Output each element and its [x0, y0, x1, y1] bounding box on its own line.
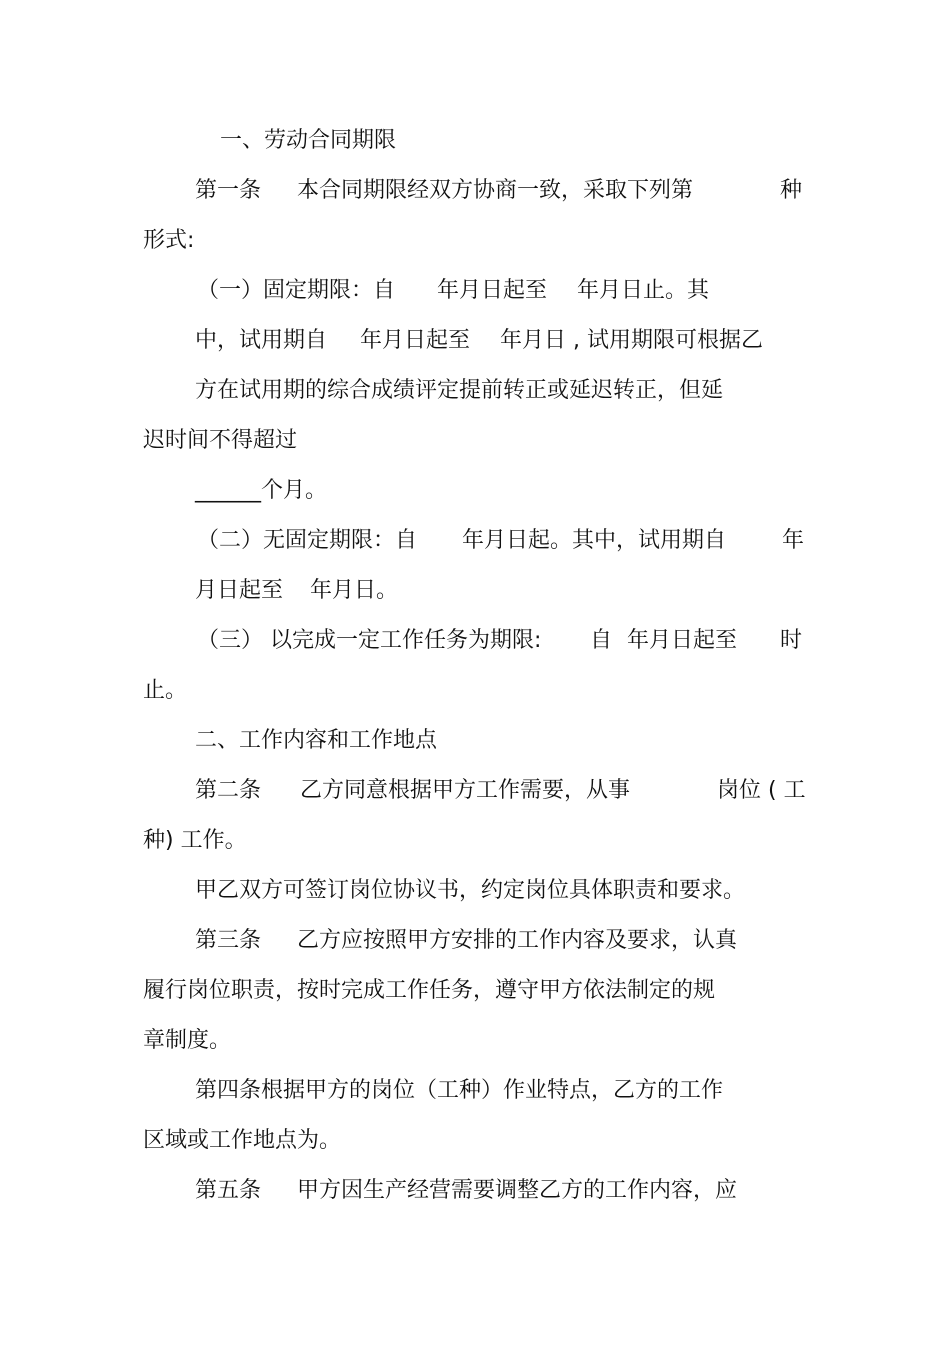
open-term-from: 年月日起。其中，试用期自	[462, 528, 727, 553]
task-term-from: 自	[590, 628, 613, 653]
fixed-term-from: 年月日起至	[437, 278, 548, 303]
task-term-date: 年月日起至	[627, 628, 738, 653]
article-1-text: 本合同期限经双方协商一致，采取下列第	[297, 178, 694, 203]
article-2-position: 岗位 ( 工	[717, 778, 806, 803]
article-3-text-line3: 章制度。	[143, 1028, 232, 1053]
probation-text-line2: 方在试用期的综合成绩评定提前转正或延迟转正，但延	[195, 378, 724, 403]
fixed-term-label: （一）固定期限：自	[197, 278, 396, 303]
article-3-text-line2: 履行岗位职责，按时完成工作任务，遵守甲方依法制定的规	[143, 978, 716, 1003]
section-heading-term: 一、劳动合同期限	[220, 128, 397, 153]
task-term-label: （三） 以完成一定工作任务为期限:	[197, 628, 542, 653]
task-term-time: 时	[780, 628, 803, 653]
task-term-end: 止。	[143, 678, 188, 703]
section-heading-work: 二、工作内容和工作地点	[195, 728, 438, 753]
article-4-text: 第四条根据甲方的岗位（工种）作业特点，乙方的工作	[195, 1078, 724, 1103]
article-2-text-cont: 种) 工作。	[143, 828, 247, 853]
article-2-text: 乙方同意根据甲方工作需要，从事	[300, 778, 631, 803]
position-agreement-text: 甲乙双方可签订岗位协议书，约定岗位具体职责和要求。	[195, 878, 746, 903]
article-2-label: 第二条	[195, 778, 262, 803]
article-1-label: 第一条	[195, 178, 262, 203]
probation-text-line3: 迟时间不得超过	[143, 428, 298, 453]
article-3-label: 第三条	[195, 928, 262, 953]
open-term-label: （二）无固定期限：自	[197, 528, 418, 553]
fixed-term-to: 年月日止。其	[577, 278, 710, 303]
article-3-text: 乙方应按照甲方安排的工作内容及要求，认真	[297, 928, 738, 953]
article-4-text-line2: 区域或工作地点为。	[143, 1128, 342, 1153]
probation-months-blank: ______个月。	[195, 478, 328, 503]
open-term-probation-end: 年月日。	[310, 578, 399, 603]
open-term-year: 年	[782, 528, 805, 553]
probation-label: 中，试用期自	[195, 328, 328, 353]
article-1-text-cont: 形式:	[143, 228, 195, 253]
probation-to: 年月日 , 试用期限可根据乙	[500, 328, 763, 353]
open-term-probation-to: 月日起至	[195, 578, 284, 603]
article-5-label: 第五条	[195, 1178, 262, 1203]
article-5-text: 甲方因生产经营需要调整乙方的工作内容，应	[297, 1178, 738, 1203]
article-1-text-end: 种	[780, 178, 803, 203]
probation-from: 年月日起至	[360, 328, 471, 353]
